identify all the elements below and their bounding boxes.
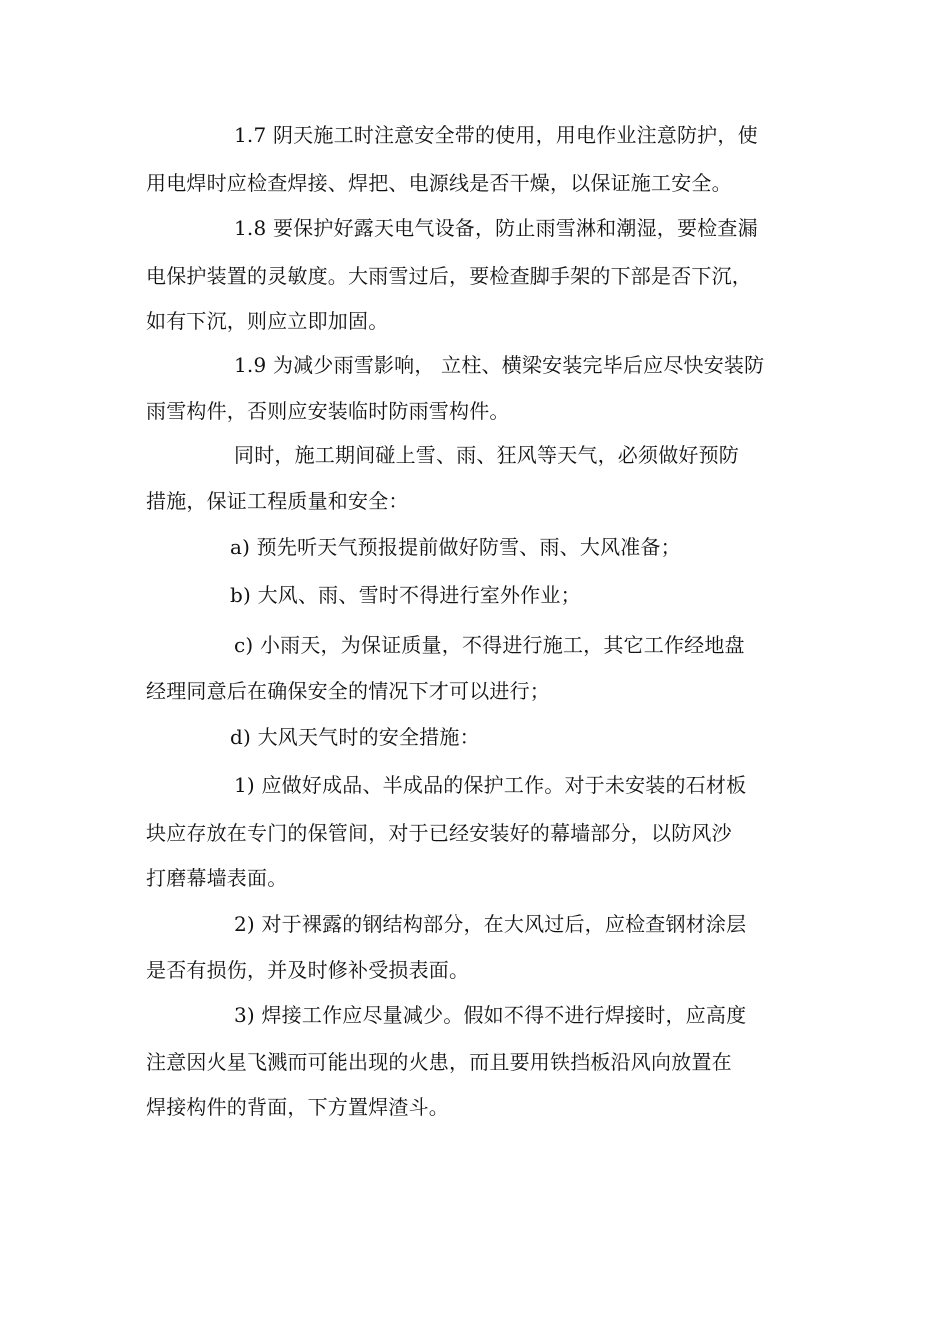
- list-item-d: d) 大风天气时的安全措施：: [230, 725, 480, 749]
- sub-item-3-line-3: 焊接构件的背面，下方置焊渣斗。: [146, 1095, 449, 1119]
- paragraph-1-8-line-3: 如有下沉，则应立即加固。: [146, 309, 389, 333]
- list-item-b: b) 大风、雨、雪时不得进行室外作业；: [230, 583, 581, 607]
- paragraph-1-9-line-1: 1.9 为减少雨雪影响， 立柱、横梁安装完毕后应尽快安装防: [234, 353, 765, 377]
- paragraph-1-9-line-2: 雨雪构件，否则应安装临时防雨雪构件。: [146, 399, 510, 423]
- list-item-a: a) 预先听天气预报提前做好防雪、雨、大风准备；: [230, 535, 681, 559]
- sub-item-1-line-2: 块应存放在专门的保管间，对于已经安装好的幕墙部分，以防风沙: [146, 821, 732, 845]
- sub-item-3-line-1: 3) 焊接工作应尽量减少。假如不得不进行焊接时，应高度: [234, 1003, 747, 1027]
- list-item-c-line-2: 经理同意后在确保安全的情况下才可以进行；: [146, 679, 550, 703]
- paragraph-1-7-line-1: 1.7 阴天施工时注意安全带的使用，用电作业注意防护，使: [234, 123, 758, 147]
- paragraph-1-7-line-2: 用电焊时应检查焊接、焊把、电源线是否干燥，以保证施工安全。: [146, 171, 732, 195]
- paragraph-1-8-line-1: 1.8 要保护好露天电气设备，防止雨雪淋和潮湿，要检查漏: [234, 216, 758, 240]
- paragraph-1-8-line-2: 电保护装置的灵敏度。大雨雪过后，要检查脚手架的下部是否下沉，: [146, 264, 752, 288]
- sub-item-2-line-2: 是否有损伤，并及时修补受损表面。: [146, 958, 470, 982]
- paragraph-meanwhile-line-2: 措施，保证工程质量和安全：: [146, 489, 409, 513]
- sub-item-1-line-3: 打磨幕墙表面。: [146, 866, 288, 890]
- sub-item-1-line-1: 1) 应做好成品、半成品的保护工作。对于未安装的石材板: [234, 773, 747, 797]
- paragraph-meanwhile-line-1: 同时，施工期间碰上雪、雨、狂风等天气，必须做好预防: [234, 443, 739, 467]
- list-item-c-line-1: c) 小雨天，为保证质量，不得进行施工，其它工作经地盘: [234, 633, 745, 657]
- sub-item-2-line-1: 2) 对于裸露的钢结构部分，在大风过后，应检查钢材涂层: [234, 912, 747, 936]
- sub-item-3-line-2: 注意因火星飞溅而可能出现的火患，而且要用铁挡板沿风向放置在: [146, 1050, 732, 1074]
